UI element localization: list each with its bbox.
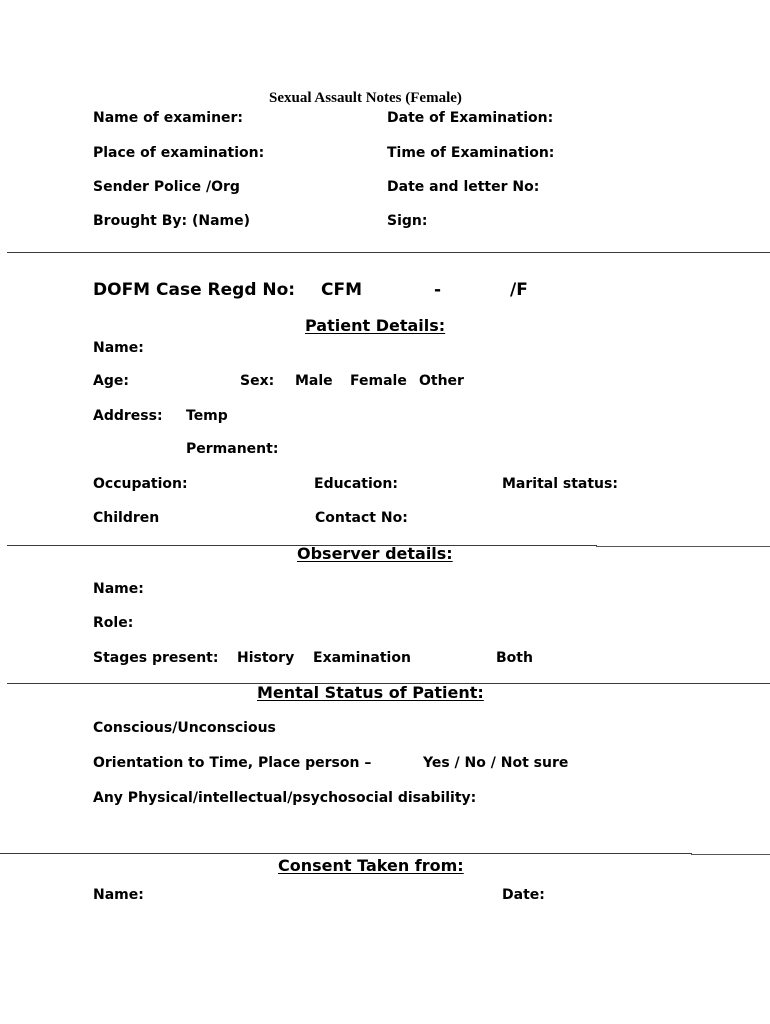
- sender-police-org-label: Sender Police /Org: [93, 179, 240, 195]
- education-label: Education:: [314, 476, 398, 492]
- marital-status-label: Marital status:: [502, 476, 618, 492]
- divider-consent-left: [0, 853, 692, 854]
- contact-no-label: Contact No:: [315, 510, 408, 526]
- case-label: DOFM Case Regd No:: [93, 280, 296, 300]
- divider-header: [7, 252, 770, 253]
- patient-sex-label: Sex:: [240, 373, 275, 389]
- stages-present-label: Stages present:: [93, 650, 219, 666]
- brought-by-label: Brought By: (Name): [93, 213, 251, 229]
- place-of-examination-label: Place of examination:: [93, 145, 265, 161]
- consent-heading: [278, 856, 464, 876]
- consent-date-label: Date:: [502, 887, 545, 903]
- orientation-options[interactable]: Yes / No / Not sure: [423, 755, 569, 771]
- sex-option-male[interactable]: Male: [295, 373, 333, 389]
- children-label: Children: [93, 510, 160, 526]
- date-and-letter-no-label: Date and letter No:: [387, 179, 540, 195]
- case-suffix: /F: [510, 280, 528, 300]
- case-separator: -: [434, 280, 442, 300]
- occupation-label: Occupation:: [93, 476, 188, 492]
- mental-status-heading-text: Mental Status of Patient:: [257, 683, 484, 702]
- date-of-examination-label: Date of Examination:: [387, 110, 554, 126]
- time-of-examination-label: Time of Examination:: [387, 145, 555, 161]
- address-label: Address:: [93, 408, 163, 424]
- observer-name-label: Name:: [93, 581, 144, 597]
- disability-label: Any Physical/intellectual/psychosocial disability:: [93, 790, 477, 806]
- case-prefix: CFM: [321, 280, 363, 300]
- stage-option-examination[interactable]: Examination: [313, 650, 411, 666]
- conscious-label: Conscious/Unconscious: [93, 720, 276, 736]
- patient-details-heading: [305, 316, 445, 336]
- divider-observer-right: [596, 546, 770, 547]
- patient-details-heading-text: Patient Details:: [305, 316, 446, 335]
- sign-label: Sign:: [387, 213, 428, 229]
- document-title: Sexual Assault Notes (Female): [269, 90, 462, 106]
- patient-age-label: Age:: [93, 373, 129, 389]
- name-of-examiner-label: Name of examiner:: [93, 110, 244, 126]
- stage-option-history[interactable]: History: [237, 650, 295, 666]
- observer-role-label: Role:: [93, 615, 134, 631]
- divider-consent-right: [691, 854, 770, 855]
- orientation-label: Orientation to Time, Place person –: [93, 755, 372, 771]
- sex-option-female[interactable]: Female: [350, 373, 407, 389]
- observer-details-heading-text: Observer details:: [297, 544, 453, 563]
- patient-name-label: Name:: [93, 340, 144, 356]
- mental-status-heading: [257, 683, 484, 703]
- address-temp-label: Temp: [186, 408, 228, 424]
- consent-heading-text: Consent Taken from:: [278, 856, 464, 875]
- stage-option-both[interactable]: Both: [496, 650, 533, 666]
- address-permanent-label: Permanent:: [186, 441, 279, 457]
- observer-details-heading: [297, 544, 453, 564]
- sex-option-other[interactable]: Other: [419, 373, 464, 389]
- consent-name-label: Name:: [93, 887, 144, 903]
